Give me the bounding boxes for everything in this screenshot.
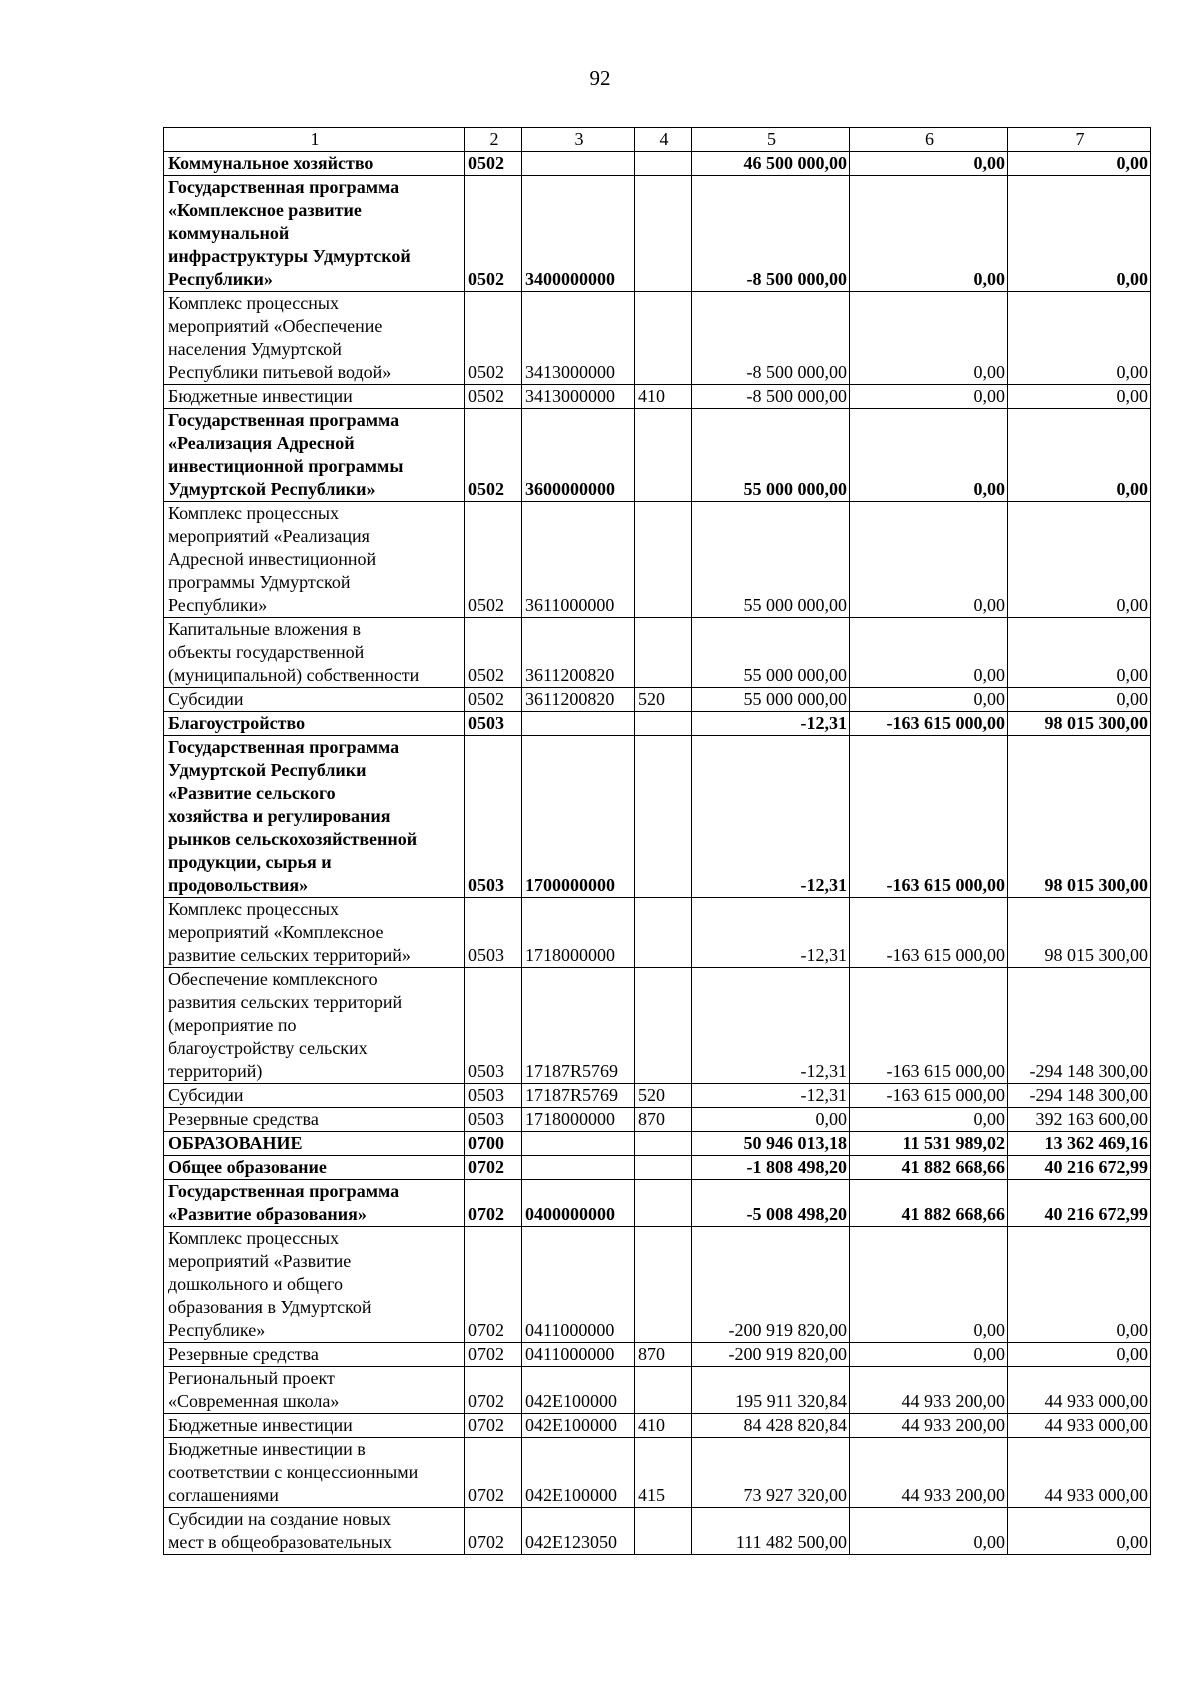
row-name-line: Комплекс процессных [168,899,339,919]
amount-col6-cell: 11 531 989,02 [850,1132,1008,1156]
row-name-cell [164,1108,465,1132]
section-code-cell: 0702 [465,1343,522,1367]
row-name-cell [164,1508,465,1555]
header-cell: 7 [1008,128,1151,152]
amount-col7-cell: 392 163 600,00 [1008,1108,1151,1132]
amount-col6-cell: 44 933 200,00 [850,1367,1008,1414]
row-name-line: Государственная программа [168,1181,400,1201]
row-name-line: мероприятий «Развитие [168,1251,352,1271]
amount-col5-cell: 55 000 000,00 [692,688,850,712]
row-name-cell [164,176,465,292]
table-row [164,1367,1151,1414]
row-name-line: Благоустройство [168,713,306,733]
expense-type-cell [635,712,692,736]
row-name-line: Региональный проект [168,1368,335,1388]
row-name-cell [164,1084,465,1108]
expense-type-cell [635,1156,692,1180]
row-name-line: образования в Удмуртской [168,1297,372,1317]
expense-type-cell [635,292,692,385]
row-name-line: мероприятий «Обеспечение [168,316,383,336]
row-name-line: Резервные средства [168,1109,319,1129]
expense-type-cell: 415 [635,1438,692,1508]
amount-col5-cell: 73 927 320,00 [692,1438,850,1508]
row-name-line: населения Удмуртской [168,339,342,359]
row-name-line: Бюджетные инвестиции [168,1415,353,1435]
expense-type-cell [635,1132,692,1156]
amount-col6-cell: 41 882 668,66 [850,1180,1008,1227]
row-name-cell [164,1438,465,1508]
row-name-line: Обеспечение комплексного [168,969,378,989]
target-article-cell: 042E100000 [522,1438,635,1508]
section-code-cell: 0502 [465,618,522,688]
row-name-line: дошкольного и общего [168,1274,343,1294]
expense-type-cell: 520 [635,688,692,712]
section-code-cell: 0702 [465,1227,522,1343]
row-name-line: «Реализация Адресной [168,433,355,453]
row-name-line: благоустройству сельских [168,1038,368,1058]
target-article-cell: 3611000000 [522,502,635,618]
amount-col5-cell: -8 500 000,00 [692,385,850,409]
section-code-cell: 0702 [465,1414,522,1438]
amount-col6-cell: 44 933 200,00 [850,1438,1008,1508]
row-name-cell [164,712,465,736]
amount-col6-cell: 41 882 668,66 [850,1156,1008,1180]
row-name-line: развитие сельских территорий» [168,945,411,965]
row-name-line: Субсидии [168,1085,244,1105]
row-name-line: «Развитие сельского [168,783,336,803]
row-name-line: Бюджетные инвестиции в [168,1439,366,1459]
row-name-cell [164,898,465,968]
target-article-cell: 0411000000 [522,1343,635,1367]
amount-col6-cell: 0,00 [850,152,1008,176]
row-name-cell [164,736,465,898]
expense-type-cell [635,898,692,968]
section-code-cell: 0502 [465,385,522,409]
amount-col5-cell: -200 919 820,00 [692,1227,850,1343]
expense-type-cell [635,1227,692,1343]
target-article-cell [522,1156,635,1180]
row-name-line: «Комплексное развитие [168,200,362,220]
row-name-line: мероприятий «Реализация [168,526,370,546]
row-name-cell [164,1227,465,1343]
amount-col6-cell: 0,00 [850,688,1008,712]
amount-col5-cell: -12,31 [692,898,850,968]
amount-col7-cell: 0,00 [1008,1227,1151,1343]
target-article-cell: 3611200820 [522,688,635,712]
target-article-cell [522,152,635,176]
row-name-line: инфраструктуры Удмуртской [168,246,411,266]
section-code-cell: 0702 [465,1156,522,1180]
row-name-cell [164,409,465,502]
row-name-line: (муниципальной) собственности [168,665,420,685]
target-article-cell: 042E100000 [522,1367,635,1414]
header-cell: 3 [522,128,635,152]
target-article-cell: 042E123050 [522,1508,635,1555]
row-name-line: объекты государственной [168,642,365,662]
table-row [164,292,1151,385]
row-name-line: развития сельских территорий [168,992,403,1012]
row-name-cell [164,1367,465,1414]
row-name-line: Удмуртской Республики» [168,479,376,499]
target-article-cell: 0411000000 [522,1227,635,1343]
amount-col7-cell: 98 015 300,00 [1008,736,1151,898]
amount-col7-cell: 0,00 [1008,1343,1151,1367]
amount-col6-cell: 0,00 [850,502,1008,618]
amount-col7-cell: 44 933 000,00 [1008,1414,1151,1438]
amount-col6-cell: 0,00 [850,1108,1008,1132]
row-name-cell [164,618,465,688]
row-name-line: Республики» [168,269,273,289]
expense-type-cell [635,176,692,292]
amount-col6-cell: 0,00 [850,1227,1008,1343]
expense-type-cell [635,736,692,898]
expense-type-cell: 870 [635,1108,692,1132]
expense-type-cell [635,1508,692,1555]
amount-col6-cell: -163 615 000,00 [850,898,1008,968]
amount-col7-cell: 98 015 300,00 [1008,712,1151,736]
amount-col5-cell: -12,31 [692,712,850,736]
target-article-cell: 1718000000 [522,898,635,968]
row-name-cell [164,152,465,176]
row-name-line: соответствии с концессионными [168,1462,419,1482]
table-row [164,1438,1151,1508]
expense-type-cell [635,1180,692,1227]
section-code-cell: 0503 [465,1084,522,1108]
amount-col6-cell: 0,00 [850,1343,1008,1367]
header-cell: 6 [850,128,1008,152]
row-name-line: территорий) [168,1061,263,1081]
section-code-cell: 0503 [465,1108,522,1132]
amount-col6-cell: 0,00 [850,385,1008,409]
section-code-cell: 0503 [465,736,522,898]
target-article-cell: 3611200820 [522,618,635,688]
header-cell: 2 [465,128,522,152]
amount-col6-cell: 0,00 [850,409,1008,502]
row-name-line: Бюджетные инвестиции [168,386,353,406]
table-row [164,712,1151,736]
amount-col5-cell: -1 808 498,20 [692,1156,850,1180]
amount-col6-cell: -163 615 000,00 [850,968,1008,1084]
amount-col7-cell: -294 148 300,00 [1008,1084,1151,1108]
amount-col5-cell: 55 000 000,00 [692,409,850,502]
amount-col5-cell: 0,00 [692,1108,850,1132]
table-row [164,898,1151,968]
amount-col5-cell: 55 000 000,00 [692,618,850,688]
row-name-line: инвестиционной программы [168,456,404,476]
row-name-line: Общее образование [168,1157,327,1177]
target-article-cell [522,712,635,736]
row-name-line: соглашениями [168,1485,279,1505]
row-name-line: Комплекс процессных [168,1228,339,1248]
row-name-line: Республики» [168,595,268,615]
amount-col5-cell: 84 428 820,84 [692,1414,850,1438]
row-name-line: мест в общеобразовательных [168,1532,392,1552]
row-name-line: Республики питьевой водой» [168,362,392,382]
expense-type-cell: 410 [635,1414,692,1438]
amount-col7-cell: 0,00 [1008,152,1151,176]
row-name-line: мероприятий «Комплексное [168,922,384,942]
target-article-cell: 3413000000 [522,385,635,409]
row-name-cell [164,385,465,409]
amount-col7-cell: 40 216 672,99 [1008,1180,1151,1227]
table-row [164,385,1151,409]
section-code-cell: 0503 [465,712,522,736]
row-name-line: программы Удмуртской [168,572,351,592]
section-code-cell: 0502 [465,409,522,502]
expense-type-cell [635,1367,692,1414]
amount-col5-cell: -12,31 [692,736,850,898]
row-name-line: Капитальные вложения в [168,619,361,639]
table-row [164,1108,1151,1132]
row-name-line: продовольствия» [168,875,309,895]
row-name-cell [164,1343,465,1367]
target-article-cell: 17187R5769 [522,968,635,1084]
table-row [164,1180,1151,1227]
row-name-line: Резервные средства [168,1344,319,1364]
target-article-cell: 3413000000 [522,292,635,385]
expense-type-cell [635,968,692,1084]
amount-col7-cell: 0,00 [1008,688,1151,712]
amount-col6-cell: -163 615 000,00 [850,736,1008,898]
amount-col7-cell: 0,00 [1008,385,1151,409]
amount-col5-cell: -8 500 000,00 [692,292,850,385]
row-name-line: Субсидии [168,689,244,709]
target-article-cell: 0400000000 [522,1180,635,1227]
row-name-line: Адресной инвестиционной [168,549,377,569]
row-name-line: Республике» [168,1320,266,1340]
section-code-cell: 0502 [465,292,522,385]
row-name-cell [164,1132,465,1156]
target-article-cell: 042E100000 [522,1414,635,1438]
table-row [164,1156,1151,1180]
table-row [164,736,1151,898]
expense-type-cell [635,502,692,618]
expense-type-cell: 410 [635,385,692,409]
amount-col6-cell: 0,00 [850,292,1008,385]
section-code-cell: 0502 [465,176,522,292]
row-name-cell [164,1156,465,1180]
expense-type-cell: 870 [635,1343,692,1367]
target-article-cell: 1700000000 [522,736,635,898]
row-name-line: «Развитие образования» [168,1204,367,1224]
header-cell: 5 [692,128,850,152]
row-name-line: «Современная школа» [168,1391,340,1411]
table-row [164,502,1151,618]
amount-col7-cell: 13 362 469,16 [1008,1132,1151,1156]
amount-col5-cell: 50 946 013,18 [692,1132,850,1156]
table-row [164,1343,1151,1367]
target-article-cell: 3400000000 [522,176,635,292]
table-row [164,409,1151,502]
section-code-cell: 0503 [465,968,522,1084]
section-code-cell: 0702 [465,1438,522,1508]
amount-col5-cell: 55 000 000,00 [692,502,850,618]
table-row [164,1414,1151,1438]
row-name-line: (мероприятие по [168,1015,297,1035]
row-name-line: ОБРАЗОВАНИЕ [168,1133,303,1153]
row-name-cell [164,968,465,1084]
amount-col7-cell: 44 933 000,00 [1008,1438,1151,1508]
section-code-cell: 0502 [465,502,522,618]
header-cell: 4 [635,128,692,152]
row-name-cell [164,1180,465,1227]
amount-col5-cell: -8 500 000,00 [692,176,850,292]
target-article-cell: 1718000000 [522,1108,635,1132]
row-name-line: рынков сельскохозяйственной [168,829,418,849]
row-name-line: Коммунальное хозяйство [168,153,374,173]
amount-col7-cell: 0,00 [1008,176,1151,292]
amount-col7-cell: 44 933 000,00 [1008,1367,1151,1414]
table-row [164,968,1151,1084]
amount-col7-cell: 0,00 [1008,502,1151,618]
header-row [164,128,1151,152]
expense-type-cell [635,618,692,688]
table-row [164,152,1151,176]
target-article-cell: 3600000000 [522,409,635,502]
amount-col7-cell: 0,00 [1008,1508,1151,1555]
section-code-cell: 0702 [465,1180,522,1227]
row-name-cell [164,502,465,618]
section-code-cell: 0502 [465,152,522,176]
section-code-cell: 0502 [465,688,522,712]
amount-col7-cell: 0,00 [1008,409,1151,502]
target-article-cell: 17187R5769 [522,1084,635,1108]
amount-col6-cell: 0,00 [850,176,1008,292]
amount-col5-cell: -12,31 [692,968,850,1084]
row-name-line: Комплекс процессных [168,503,339,523]
row-name-line: Субсидии на создание новых [168,1509,392,1529]
table-row [164,1132,1151,1156]
row-name-line: Удмуртской Республики [168,760,367,780]
table-row [164,618,1151,688]
target-article-cell [522,1132,635,1156]
row-name-line: Государственная программа [168,737,400,757]
amount-col5-cell: -5 008 498,20 [692,1180,850,1227]
row-name-line: Государственная программа [168,410,400,430]
amount-col7-cell: 98 015 300,00 [1008,898,1151,968]
amount-col5-cell: -200 919 820,00 [692,1343,850,1367]
amount-col5-cell: 111 482 500,00 [692,1508,850,1555]
row-name-cell [164,1414,465,1438]
table-row [164,1227,1151,1343]
amount-col5-cell: 46 500 000,00 [692,152,850,176]
section-code-cell: 0503 [465,898,522,968]
amount-col7-cell: 40 216 672,99 [1008,1156,1151,1180]
section-code-cell: 0700 [465,1132,522,1156]
section-code-cell: 0702 [465,1367,522,1414]
table-row [164,688,1151,712]
amount-col6-cell: -163 615 000,00 [850,712,1008,736]
table-row [164,176,1151,292]
amount-col7-cell: 0,00 [1008,618,1151,688]
row-name-line: коммунальной [168,223,290,243]
amount-col7-cell: 0,00 [1008,292,1151,385]
row-name-cell [164,688,465,712]
expense-type-cell [635,409,692,502]
table-row [164,1084,1151,1108]
amount-col5-cell: -12,31 [692,1084,850,1108]
expense-type-cell [635,152,692,176]
row-name-line: хозяйства и регулирования [168,806,391,826]
expense-type-cell: 520 [635,1084,692,1108]
amount-col6-cell: 44 933 200,00 [850,1414,1008,1438]
table-row [164,1508,1151,1555]
budget-table [163,127,1151,1555]
row-name-line: продукции, сырья и [168,852,332,872]
amount-col5-cell: 195 911 320,84 [692,1367,850,1414]
section-code-cell: 0702 [465,1508,522,1555]
page-number: 92 [589,66,611,90]
amount-col6-cell: -163 615 000,00 [850,1084,1008,1108]
amount-col7-cell: -294 148 300,00 [1008,968,1151,1084]
amount-col6-cell: 0,00 [850,618,1008,688]
row-name-line: Государственная программа [168,177,400,197]
amount-col6-cell: 0,00 [850,1508,1008,1555]
header-cell: 1 [164,128,465,152]
row-name-line: Комплекс процессных [168,293,339,313]
row-name-cell [164,292,465,385]
